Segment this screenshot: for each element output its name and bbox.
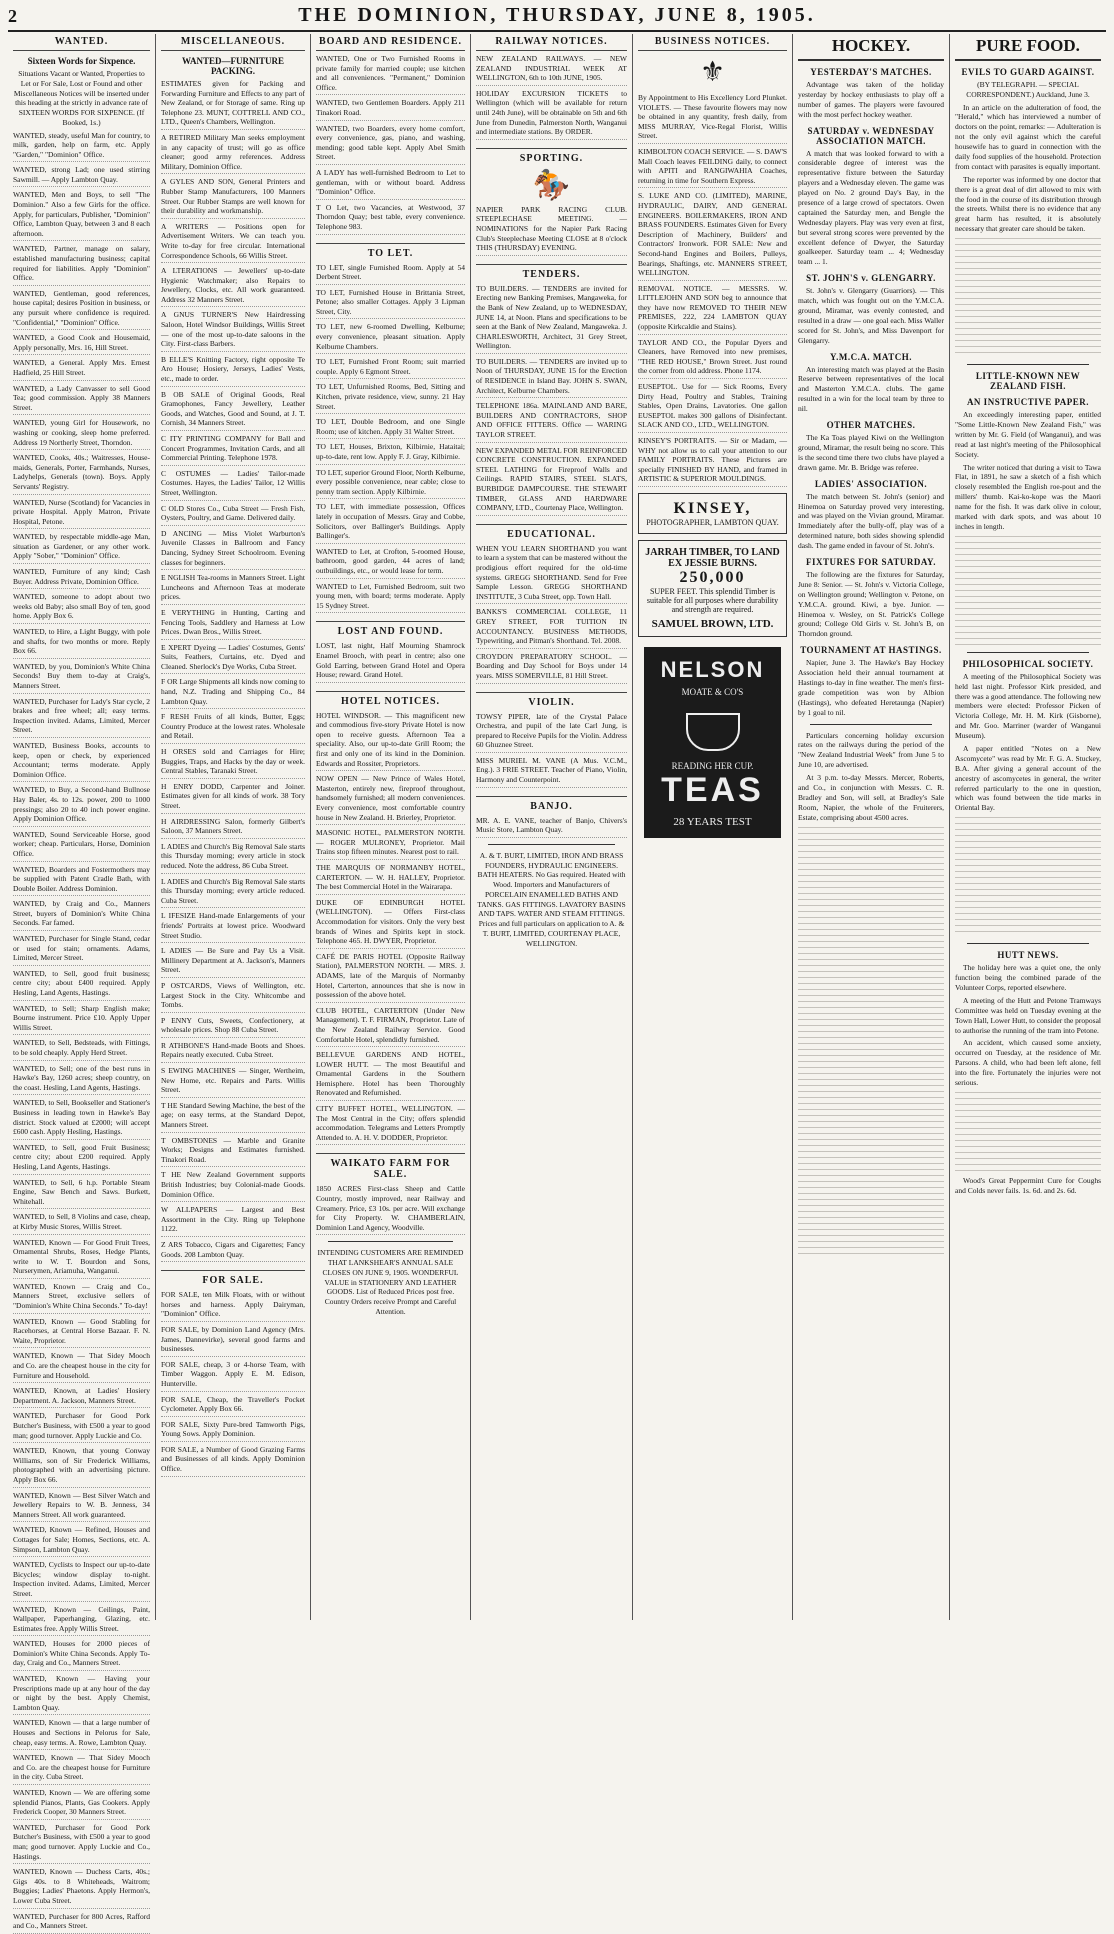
newspaper-title: THE DOMINION, THURSDAY, JUNE 8, 1905.: [298, 4, 816, 26]
classified-ad: WANTED, Known — That Sidey Mooch and Co. are the cheapest house in the city for Furniture and Household.: [13, 1351, 150, 1383]
classified-ad: CLUB HOTEL, CARTERTON (Under New Management). T. F. FIRMAN, Proprietor. Late of the New Zealand Railway Service. Good Comfortable Hotel, splendidly furnished.: [316, 1006, 465, 1047]
classified-ad: L IFESIZE Hand-made Enlargements of your friends' Portraits at lowest price. Woodward Street Studio.: [161, 911, 305, 943]
article-heading: HUTT NEWS.: [997, 950, 1059, 961]
classified-ad: WANTED, to Sell, Bedsteads, with Fittings, to be sold cheaply. Apply Herd Street.: [13, 1038, 150, 1060]
article-subheading: EVILS TO GUARD AGAINST.: [961, 67, 1095, 77]
classified-ad: WANTED, Known — Refined, Houses and Cottages for Sale; Homes, Sections, etc. A. Simpson, Lambton Quay.: [13, 1525, 150, 1557]
classified-ad: WANTED, Known, that young Conway Williams, son of Sir Frederick Williams, photographed with an advertising picture. Apply Box 66.: [13, 1446, 150, 1487]
classified-ad: L ADIES and Church's Big Removal Sale starts this Thursday morning; every article reduced. Cuba Street.: [161, 877, 305, 909]
lankshear-notice: INTENDING CUSTOMERS ARE REMINDED THAT LANKSHEAR'S ANNUAL SALE CLOSES ON JUNE 9, 1905. WONDERFUL VALUE in STATIONERY AND LEATHER GOODS. List of Reduced Prices post free. Country Orders receive Prompt and Careful Attention.: [317, 1248, 464, 1316]
classified-ad: WANTED, two Boarders, every home comfort, every convenience, gas, piano, and washing, mending; good table kept. Apply Abel Smith Street.: [316, 124, 465, 165]
tea-years: 28 YEARS TEST: [673, 815, 752, 828]
classified-ad: WANTED, to Sell, 8 Violins and case, cheap, at Kirby Music Stores, Willis Street.: [13, 1212, 150, 1234]
educational-heading: EDUCATIONAL.: [476, 524, 627, 540]
samuel-brown: SAMUEL BROWN, LTD.: [651, 617, 774, 630]
article-paragraph: An interesting match was played at the Basin Reserve between representatives of the local and Masterton Y.M.C.A. clubs. The game resulted in a win for the local team by three to nil.: [798, 364, 944, 414]
classified-ad: TO LET, new 6-roomed Dwelling, Kelburne; every convenience, pleasant situation. Apply Kelburne Chambers.: [316, 322, 465, 354]
classified-ad: WANTED, Known — Having your Prescriptions made up at any hour of the day or night by the best. Apply Chemist, Lambton Quay.: [13, 1674, 150, 1715]
banjo-heading: BANJO.: [476, 796, 627, 812]
classified-ad: E VERYTHING in Hunting, Carting and Fencing Tools, Saddlery and Harness at Low Prices. Dwan Bros., Willis Street.: [161, 608, 305, 640]
classified-ad: FOR SALE, ten Milk Floats, with or without horses and harness. Apply Dairyman, "Dominion" Office.: [161, 1290, 305, 1322]
classified-ad: W ALLPAPERS — Largest and Best Assortment in the City. Ring up Telephone 1122.: [161, 1205, 305, 1237]
article-paragraph: Advantage was taken of the holiday yesterday by hockey enthusiasts to play off a number of games. The players were favoured with the most perfect hockey weather.: [798, 80, 944, 119]
classified-ad: WANTED, One or Two Furnished Rooms in private family for married couple; use kitchen and all conveniences. "Permanent," Dominion Office.: [316, 54, 465, 95]
article-paragraph: A match that was looked forward to with a considerable degree of interest was the representative fixture between the Saturday players and a Wednesday eleven. The game was played on No. 2 ground Day's Bay, in the presence of a large crowd of spectators. Owen captained the Saturday men, and Bengle the Wednesday players. Play was very even at first, but several strong scores were prevented by the excellent defence of Dwyer, the Saturday goalkeeper. Saturday team ... 4; Wednesday team ... 1.: [798, 148, 944, 267]
kinsey-name: KINSEY,: [673, 499, 752, 517]
classified-ad: B OB SALE of Original Goods, Real Gramophones, Fancy Jewellery, Leather Goods, and Watches, Good and Sound, at J. T. Cornish, 34 Manners Street.: [161, 390, 305, 431]
classified-ad: WANTED, Known — that a large number of Houses and Sections in Pelorus for Sale, cheap, easy terms. A. Rowe, Lambton Quay.: [13, 1718, 150, 1750]
classified-ad: E XPERT Dyeing — Ladies' Costumes, Gents' Suits, Feathers, Curtains, etc. Dyed and Cleaned. Sherlock's Dye Works, Cuba Street.: [161, 643, 305, 675]
railway-ads-list: [476, 54, 627, 140]
tenders-list: [476, 284, 627, 399]
classified-ad: WANTED, by respectable middle-age Man, situation as Gardener, or any other work. Apply "Sober," "Dominion" Office.: [13, 532, 150, 564]
classified-ad: ESTIMATES given for Packing and Forwarding Furniture and Effects to any part of New Zealand, or for Storage of same. Ring up Telephone 23. MUNT, COTTRELL AND CO., LTD., Queen's Chambers, Wellington.: [161, 79, 305, 130]
builders-list: [476, 401, 627, 516]
classified-ad: WANTED, someone to adopt about two weeks old Baby; also small Boy of ten, good home. Apply Box 6.: [13, 592, 150, 624]
article-paragraph: At 3 p.m. to-day Messrs. Mercer, Roberts, and Co., in conjunction with Messrs. C. R. Bradley and Son, will sell, at Bradley's Sale Room, Napier, the whole of the Fruiterers, Estate, comprising about 4500 acres.: [798, 773, 944, 822]
classified-ad: TO BUILDERS. — TENDERS are invited up to Noon of THURSDAY, JUNE 15 for the Erection of RESIDENCE in Island Bay. JOHN S. SWAN, Architect, Kelburne Chambers.: [476, 357, 627, 398]
article-paragraph: The writer noticed that during a visit to Tawa Flat, in 1891, he saw a sketch of a fish which closely resembled the English roe-pout and the millers' thumb. Kai-ko-kope was the Maori name for the fish. It was dark olive in colour, marked with dark spots, and was about 10 inches in length.: [955, 462, 1101, 531]
classified-ad: WANTED, young Girl for Housework, no washing or cooking, sleep home preferred. Address 19 Northerly Street, Thorndon.: [13, 418, 150, 450]
classified-ad: WANTED, Purchaser for Single Stand, cedar or used for stain; ornaments. Adams, Limited, Mercer Street.: [13, 934, 150, 966]
classified-ad: WANTED, Purchaser for Good Pork Butcher's Business, with £500 a year to good man; good turnover. Apply Luckie and Co.: [13, 1411, 150, 1443]
classified-ad: P ENNY Cuts, Sweets, Confectionery, at wholesale prices. Shop 88 Cuba Street.: [161, 1016, 305, 1038]
classified-ad: CAFÉ DE PARIS HOTEL (Opposite Railway Station), PALMERSTON NORTH. — MRS. J. ADAMS, late of the Marquis of Normanby Hotel, Carterton, announces that she is now in possession of the above hotel.: [316, 952, 465, 1003]
column-text-continuation: [798, 1115, 944, 1255]
classified-ad: WANTED, steady, useful Man for country, to milk, garden, help on farm, etc. Apply "Garden," "Dominion" Office.: [13, 131, 150, 163]
classified-ad: WANTED, a Good Cook and Housemaid, Apply personally, Mrs. 16, Hill Street.: [13, 333, 150, 355]
classified-ad: TO LET, superior Ground Floor, North Kelburne, every possible convenience, near cable; close to penny tram section. Apply Kilbirnie.: [316, 468, 465, 500]
classified-ad: MASONIC HOTEL, PALMERSTON NORTH. — ROGER MULRONEY, Proprietor. Mail Trains stop fifteen minutes. Nearest post to rail.: [316, 828, 465, 860]
classified-ad: WANTED, Known — Duchess Carts, 40s.; Gigs 40s. to 8 Whiteheads, Waitrom; Buggies; Ladies' Phaetons. Apply Hermon's, Lower Cuba Street.: [13, 1867, 150, 1908]
classified-ad: WANTED, Cyclists to Inspect our up-to-date Bicycles; window display to-night. Inspection invited. Adams, Limited, Mercer Street.: [13, 1560, 150, 1601]
masthead: [8, 4, 1106, 32]
classified-ad: F OR Large Shipments all kinds now coming to hand, N.Z. Trading and Shipping Co., 84 Lambton Quay.: [161, 677, 305, 709]
classified-ad: NOW OPEN — New Prince of Wales Hotel, Masterton, entirely new, fireproof throughout, handsomely furnished; all modern conveniences. Every convenience, most comfortable country house in New Zealand. H. Brierley, Proprietor.: [316, 774, 465, 825]
classified-ad: NAPIER PARK RACING CLUB. STEEPLECHASE MEETING. — NOMINATIONS for the Napier Park Racing Club's Steeplechase Meeting CLOSE at 8 o'clock THIS (THURSDAY) EVENING.: [476, 205, 627, 256]
hotel-notices-heading: HOTEL NOTICES.: [316, 691, 465, 707]
classified-ad: T HE Standard Sewing Machine, the best of the age; on easy terms, at the Standard Depot, Manners Street.: [161, 1101, 305, 1133]
railway-heading: RAILWAY NOTICES.: [476, 34, 627, 51]
classified-ad: By Appointment to His Excellency Lord Plunket. VIOLETS. — These favourite flowers may now be obtained in any quantity, fresh daily, from MISS MURRAY, Vice-Regal Florist, Willis Street.: [638, 93, 787, 144]
classified-ad: WANTED to Let, at Crofton, 5-roomed House, bathroom, good garden, 44 acres of land; outbuildings, etc., or would lease for term.: [316, 547, 465, 579]
classified-ad: TO LET, single Furnished Room. Apply at 54 Derbent Street.: [316, 263, 465, 285]
article-paragraph: Napier, June 3. The Hawke's Bay Hockey Association held their annual tournament at Hastings to-day in fine weather. The men's first-grade competition was won by Albion (Hastings), who defeated Heretaunga (Napier) by 1 goal to nil.: [798, 658, 944, 717]
classified-ad: TO LET, Furnished House in Brittania Street, Petone; also smaller Cottages. Apply 3 Lipman Street, City.: [316, 288, 465, 320]
classified-ad: TAYLOR AND CO., the Popular Dyers and Cleaners, have Removed into new premises, "THE RED HOUSE," Brown Street. Just round the corner from old address. Phone 1174.: [638, 338, 787, 379]
classified-ad: WANTED, Known — Craig and Co., Manners Street, exclusive sellers of "Dominion's White China Seconds." To-day!: [13, 1282, 150, 1314]
column-pure-food: [950, 34, 1106, 1620]
misc-ads-list: [161, 79, 305, 1262]
classified-ad: WANTED, Purchaser for Lady's Star cycle, 2 brakes and free wheel; all; easy terms. Inspection invited. Adams, Limited, Mercer Street.: [13, 697, 150, 738]
to-let-heading: TO LET.: [316, 243, 465, 259]
classified-ad: WANTED, by Craig and Co., Manners Street, buyers of Dominion's White China Seconds. Far famed.: [13, 899, 150, 931]
article-paragraph: Wood's Great Peppermint Cure for Coughs and Colds never fails. 1s. 6d. and 2s. 6d.: [955, 1175, 1101, 1195]
classified-ad: FOR SALE, Sixty Pure-bred Tamworth Pigs, Young Sows. Apply Dominion.: [161, 1420, 305, 1442]
divider: [967, 364, 1089, 365]
misc-heading: MISCELLANEOUS.: [161, 34, 305, 51]
classified-ad: WANTED, to Sell; Sharp English make; Bourne instrument. Price £10. Apply Upper Willis Street.: [13, 1004, 150, 1036]
classified-ad: FOR SALE, a Number of Good Grazing Farms and Businesses of all kinds. Apply Dominion Office.: [161, 1445, 305, 1477]
article-paragraph: A paper entitled "Notes on a New Ascomycete" was read by Mr. F. G. A. Stuckey, B.A. After giving a general account of the ancestry of ascomycetes in general, the writer referred particularly to the one in question, which was found between the tide marks in Oriental Bay.: [955, 744, 1101, 813]
classified-ad: MISS MURIEL M. VANE (A Mus. V.C.M., Eng.). 3 FRIE STREET. Teacher of Piano, Violin, Harmony and Counterpoint.: [476, 756, 627, 788]
classified-ad: H ENRY DODD, Carpenter and Joiner. Estimates given for all kinds of work. 38 Tory Street.: [161, 782, 305, 814]
article-paragraph: The reporter was informed by one doctor that there is a great deal of dirt allowed to mix with the food in the course of its distribution through the streets. Whilst there is no evidence that any great harm has resulted, it is absolutely necessary that greater care should be taken.: [955, 174, 1101, 234]
article-subheading: OTHER MATCHES.: [826, 420, 916, 431]
classified-ad: TO BUILDERS. — TENDERS are invited for Erecting new Banking Premises, Mangaweka, for the Bank of New Zealand, up to WEDNESDAY, JUNE 14, at Noon. Plans and specifications to be seen at the Bank of New Zealand, Mangaweka. J. CHARLESWORTH, Architect, 31 Grey Street, Wellington.: [476, 284, 627, 354]
classified-ad: T O Let, two Vacancies, at Westwood, 37 Thorndon Quay; best table, every convenience. Telephone 983.: [316, 203, 465, 235]
article-subheading: ST. JOHN'S v. GLENGARRY.: [806, 273, 936, 284]
business-heading: BUSINESS NOTICES.: [638, 34, 787, 51]
jarrah-heading: JARRAH TIMBER, TO LAND EX JESSIE BURNS.: [645, 546, 780, 569]
classified-ad: NEW EXPANDED METAL FOR REINFORCED CONCRETE CONSTRUCTION. EXPANDED STEEL LATHING for Fireproof Walls and Ceilings. RAPID STAIRS, STEEL SLATS, BURBIDGE DAMPCOURSE. THE STEWART TIMBER, GLASS AND HARDWARE COMPANY, LTD., Courtenay Place, Wellington.: [476, 446, 627, 516]
column-text-continuation: [798, 827, 944, 967]
classified-ad: WANTED, to Sell, 6 h.p. Portable Steam Engine, Saw Bench and Saws. Burkett, Whitehall.: [13, 1178, 150, 1210]
classified-ad: FOR SALE, cheap, 3 or 4-horse Team, with Timber Waggon. Apply E. M. Edison, Hunterville.: [161, 1360, 305, 1392]
classified-ad: TO LET, with immediate possession, Offices lately in occupation of Messrs. Gray and Cobbe, Solicitors, over Ballinger's Buildings. Apply Ballinger's.: [316, 502, 465, 543]
classified-ad: BANKS'S COMMERCIAL COLLEGE, 11 GREY STREET, FOR TUITION IN ACCOUNTANCY. BUSINESS METHODS, Typewriting, and Pitman's Shorthand. Tel. 2008.: [476, 607, 627, 648]
classified-ad: WANTED, to Sell, good Fruit Business; centre city; about £200 required. Apply Hesling, Land Agents, Hastings.: [13, 1143, 150, 1175]
board-ads-list: [316, 54, 465, 235]
hotel-notices-list: [316, 711, 465, 1146]
column-board-residence: [311, 34, 471, 1620]
column-text-continuation: [955, 238, 1101, 358]
classified-ad: LOST, last night, Half Mourning Shamrock Enamel Brooch, with pearl in centre; also one Gold Earring, between Grand Hotel and Opera House; reward. Grand Hotel.: [316, 641, 465, 682]
classified-ad: H AIRDRESSING Salon, formerly Gilbert's Saloon, 37 Manners Street.: [161, 817, 305, 839]
business-ads-list: [638, 93, 787, 487]
classified-ad: KIMBOLTON COACH SERVICE. — S. DAW'S Mall Coach leaves FEILDING daily, to connect with APITI and RANGIWAHIA Coaches, returning in time for Southern Express.: [638, 147, 787, 188]
classified-ad: C OSTUMES — Ladies' Tailor-made Costumes. Hayes, the Ladies' Tailor, 12 Willis Street, Wellington.: [161, 469, 305, 501]
classified-ad: TELEPHONE 186a. MAINLAND AND BARE, BUILDERS AND CONTRACTORS, SHOP AND OFFICE FITTERS. Office — WARING TAYLOR STREET.: [476, 401, 627, 442]
nelson-tea-advertisement: [644, 647, 781, 838]
classified-ad: KINSEY'S PORTRAITS. — Sir or Madam, — WHY not allow us to call your attention to our FAMILY PORTRAITS. These Pictures are specially FINISHED BY HAND, and framed in ARTISTIC & SUPERIOR MOULDINGS.: [638, 436, 787, 487]
column-text-continuation: [955, 536, 1101, 646]
article-paragraph: A meeting of the Hutt and Petone Tramways Committee was held on Tuesday evening at the Town Hall, Lower Hutt, to consider the proposal to authorise the running of the tram into Petone.: [955, 995, 1101, 1035]
classified-ad: WANTED, two Gentlemen Boarders. Apply 211 Tinakori Road.: [316, 98, 465, 120]
classified-ad: WANTED, Known — Good Stabling for Racehorses, at Central Horse Bazaar. F. N. Waite, Proprietor.: [13, 1317, 150, 1349]
hockey-heading: HOCKEY.: [798, 34, 944, 61]
classified-ad: HOLIDAY EXCURSION TICKETS to Wellington (which will be available for return until 24th June), will be obtainable on 5th and 6th June from Dunedin, Palmerston North, Wanganui and intermediate stations. By ORDER.: [476, 89, 627, 140]
classified-ad: Z ARS Tobacco, Cigars and Cigarettes; Fancy Goods. 208 Lambton Quay.: [161, 1240, 305, 1262]
classified-ad: S EWING MACHINES — Singer, Wertheim, New Home, etc. Repairs and Parts. Willis Street.: [161, 1066, 305, 1098]
classified-ad: WANTED, a General. Apply Mrs. Ernest Hadfield, 25 Hill Street.: [13, 358, 150, 380]
classified-ad: EUSEPTOL. Use for — Sick Rooms, Every Dirty Head, Poultry and Stables, Training Stables, Open Drains, Lavatories. One gallon EUSEPTOL makes 300 gallons of Disinfectant. SLACK AND CO., LTD., WELLINGTON.: [638, 382, 787, 433]
teacup-icon: [686, 713, 740, 751]
classified-ad: HOTEL WINDSOR. — This magnificent new and commodious five-story Private Hotel is now open to receive guests. Afternoon Tea a speciality. Also, our up-to-date Grill Room; the first and only one of its kind in the Dominion. Edwards and Rossiter, Proprietors.: [316, 711, 465, 772]
educational-list: [476, 544, 627, 684]
kinsey-advertisement: [638, 493, 787, 534]
farm-heading: WAIKATO FARM FOR SALE.: [316, 1153, 465, 1180]
article-subheading: FIXTURES FOR SATURDAY.: [806, 556, 936, 567]
classified-ad: H ORSES sold and Carriages for Hire; Buggies, Traps, and Hacks by the day or week. Central Stables, Taranaki Street.: [161, 747, 305, 779]
classified-ad: WANTED, Houses for 2000 pieces of Dominion's White China Seconds. Apply To-day, Craig and Co., Manners Street.: [13, 1639, 150, 1671]
article-subheading: Y.M.C.A. MATCH.: [830, 351, 912, 362]
classified-ad: L ADIES and Church's Big Removal Sale starts this Thursday morning; every article in stock reduced. Note the address, 86 Cuba Street.: [161, 842, 305, 874]
classified-ad: B ELLE'S Knitting Factory, right opposite Te Aro House; Hosiery, Jerseys, Ladies' Vests, etc., made to order.: [161, 355, 305, 387]
misc-subheading: WANTED—FURNITURE PACKING.: [181, 56, 284, 76]
classified-ad: CITY BUFFET HOTEL, WELLINGTON. — The Most Central in the City; offers splendid accommodation. Telegrams and Letters Promptly Attended to. A. H. V. DODDER, Proprietor.: [316, 1104, 465, 1145]
classified-ad: S. LUKE AND CO. (LIMITED), MARINE, HYDRAULIC, DAIRY, AND GENERAL ENGINEERS. BOILERMAKERS, IRON AND BRASS FOUNDERS. Estimates Given for Every Description of Machinery, Builders' and Contractors' Ironwork. FOR SALE: New and Second-hand Engines and Boilers, Pulleys, Bearings, Shaftings, etc. MANNERS STREET, WELLINGTON.: [638, 191, 787, 280]
divider: [967, 652, 1089, 653]
article-paragraph: A meeting of the Philosophical Society was held last night. Professor Kirk presided, and there was a good attendance. The following new members were elected: Professor Picken of Victoria College, Mr. H. M. Kirk (Gisborne), and Mr. Goo. Marriner (warder of Wanganui Museum).: [955, 671, 1101, 741]
jarrah-advertisement: [638, 540, 787, 637]
classified-ad: A RETIRED Military Man seeks employment in any capacity of trust; will go as office cleaner; good army references. Address Military, Dominion Office.: [161, 133, 305, 174]
classified-ad: FOR SALE, by Dominion Land Agency (Mrs. James, Dannevirke), several good farms and businesses.: [161, 1325, 305, 1357]
classified-ad: A LADY has well-furnished Bedroom to Let to gentleman, with or without board. Address "Dominion" Office.: [316, 168, 465, 200]
wanted-ads-list: [13, 131, 150, 1934]
columns: [8, 34, 1106, 1931]
classified-ad: WANTED, Purchaser for 800 Acres, Rafford and Co., Manners Street.: [13, 1912, 150, 1934]
lost-found-list: [316, 641, 465, 682]
wanted-heading: WANTED.: [13, 34, 150, 51]
jarrah-text: SUPER FEET. This splendid Timber is suitable for all purposes where durability and strength are required.: [646, 586, 779, 614]
classified-ad: REMOVAL NOTICE. — MESSRS. W. LITTLEJOHN AND SON beg to announce that they have now REMOVED TO THEIR NEW PREMISES, 222, 224 LAMBTON QUAY (opposite Kirkcaldie and Stains).: [638, 284, 787, 335]
classified-ad: T HE New Zealand Government supports British Industries; buy Colonial-made Goods. Dominion Office.: [161, 1170, 305, 1202]
classified-ad: NEW ZEALAND RAILWAYS. — NEW ZEALAND INDUSTRIAL WEEK AT WELLINGTON, 6th to 10th JUNE, 1905.: [476, 54, 627, 86]
classified-ad: MR. A. E. VANE, teacher of Banjo, Chivers's Music Store, Lambton Quay.: [476, 816, 627, 838]
column-railway: [471, 34, 633, 1620]
classified-ad: C ITY PRINTING COMPANY for Ball and Concert Programmes, Invitation Cards, and all Commercial Printing. Telephone 1978.: [161, 434, 305, 466]
classified-ad: WANTED, Known — We are offering some splendid Pianos, Plants, Gas Cookers. Apply Frederick Cooper, 30 Manners Street.: [13, 1788, 150, 1820]
classified-ad: R ATHBONE'S Hand-made Boots and Shoes. Repairs neatly executed. Cuba Street.: [161, 1041, 305, 1063]
burt-advertisement: A. & T. BURT, LIMITED, IRON AND BRASS FOUNDERS, HYDRAULIC ENGINEERS. BATH HEATERS. No Gas required. Heated with Wood. Importers and Manufacturers of PORCELAIN ENAMELLED BATHS AND TANKS. GAS FITTINGS. LAVATORY BASINS AND TAPS. WATER AND STEAM FITTINGS. Prices and full particulars on application to A. & T. BURT, LIMITED, COURTENAY PLACE, WELLINGTON.: [477, 850, 626, 948]
classified-ad: L ADIES — Be Sure and Pay Us a Visit. Millinery Department at A. Jackson's, Manners Street.: [161, 946, 305, 978]
classified-ad: WANTED, to Buy, a Second-hand Bullnose Hay Baler, 4s. to 12s. power, 200 to 1000 pressings; also 20 to 40 inch power engine. Apply Dominion Office.: [13, 785, 150, 826]
classified-ad: WANTED to Let, Furnished Bedroom, suit two young men, with board; terms moderate. Apply 15 Sydney Street.: [316, 582, 465, 614]
classified-ad: WANTED, strong Lad; one used stirring Sawmill. — Apply Lambton Quay.: [13, 165, 150, 187]
tea-brand: NELSON: [660, 656, 765, 682]
wanted-note: Situations Vacant or Wanted, Properties to Let or For Sale, Lost or Found and other Miscellaneous Notices will be inserted under this heading at the strictly in advance rate of SIXTEEN WORDS FOR SIXPENCE. (If Booked, 1s.): [13, 69, 150, 127]
divider: [810, 724, 932, 725]
classified-ad: A GNUS TURNER'S New Hairdressing Saloon, Hotel Windsor Buildings, Willis Street — one of the most up-to-date saloons in the City. First-class Barbers.: [161, 310, 305, 351]
classified-ad: A GYLES AND SON, General Printers and Rubber Stamp Manufacturers, 100 Manners Street. Our Rubber Stamps are well known for their durability and workmanship.: [161, 177, 305, 218]
royal-crest-icon: ⚜: [699, 57, 726, 88]
classified-ad: F RESH Fruits of all kinds, Butter, Eggs; Country Produce at the lowest rates. Wholesale and Retail.: [161, 712, 305, 744]
article-paragraph: The Ka Toas played Kiwi on the Wellington ground, Miramar, the result being no score. This is the second time there two clubs have played a drawn game. Mr. B. Bridge was referee.: [798, 433, 944, 472]
article-byline: (BY TELEGRAPH. — SPECIAL CORRESPONDENT.) Auckland, June 3.: [966, 80, 1090, 99]
tenders-heading: TENDERS.: [476, 264, 627, 280]
lost-found-heading: LOST AND FOUND.: [316, 621, 465, 637]
article-paragraph: The match between St. John's (senior) and Hinemoa on Saturday proved very interesting, and was played on the Vivian ground, Miramar. Immediately after the bully-off, play was of a determined nature, both sides showing splendid dash. The game ended in favour of St. John's.: [798, 491, 944, 551]
classified-ad: CROYDON PREPARATORY SCHOOL. — Boarding and Day School for Boys under 14 years. MISS SOMERVILLE, 81 Hill Street.: [476, 652, 627, 684]
classified-ad: WANTED, Furniture of any kind; Cash Buyer. Address Private, Dominion Office.: [13, 567, 150, 589]
divider: [967, 943, 1089, 944]
tea-tagline: MOATE & CO'S: [681, 686, 744, 697]
classified-ad: WANTED, a Lady Canvasser to sell Good Tea; good commission. Apply 38 Manners Street.: [13, 384, 150, 416]
classified-ad: WANTED, to Sell; one of the best runs in Hawke's Bay, 1260 acres; sheep country, on the coast. Hesling, Land Agents, Hastings.: [13, 1064, 150, 1096]
classified-ad: WANTED, to Sell, good fruit business; centre city; about £400 required. Apply Hesling, Land Agents, Hastings.: [13, 969, 150, 1001]
column-miscellaneous: [156, 34, 311, 1620]
classified-ad: FOR SALE, Cheap, the Traveller's Pocket Cyclometer. Apply Box 66.: [161, 1395, 305, 1417]
article-paragraph: An exceedingly interesting paper, entitled "Some Little-Known New Zealand Fish," was written by Mr. G. Field (of Wanganui), and was read at last night's meeting of the Philosophical Society.: [955, 410, 1101, 459]
article-paragraph: St. John's v. Glengarry (Guarriors). — This match, which was fought out on the Y.M.C.A. ground, Miramar, was evenly contested, and resulted in a draw — one goal each. Miss Waller scored for St. John's, and Miss Davenport for Glengarry.: [798, 286, 944, 345]
classified-ad: THE MARQUIS OF NORMANBY HOTEL, CARTERTON. — W. H. HALLEY, Proprietor. The best Commercial Hotel in the Wairarapa.: [316, 863, 465, 895]
classified-ad: TO LET, Furnished Front Room; suit married couple. Apply 6 Egmont Street.: [316, 357, 465, 379]
classified-ad: WANTED, Business Books, accounts to keep, open or check, by experienced Accountant; terms moderate. Apply Dominion Office.: [13, 741, 150, 782]
classified-ad: T OMBSTONES — Marble and Granite Works; Designs and Estimates furnished. Tinakori Road.: [161, 1136, 305, 1168]
classified-ad: WANTED, Gentleman, good references, house capital; desires Position in business, or any pursuit where confidence is required. "Confidential," "Dominion" Office.: [13, 289, 150, 330]
article-subheading: TOURNAMENT AT HASTINGS.: [800, 645, 942, 656]
farm-list: [316, 1184, 465, 1235]
article-paragraph: Particulars concerning holiday excursion rates on the railways during the period of the "New Zealand Industrial Week" from June 5 to June 10, are advertised.: [798, 730, 944, 770]
classified-ad: WANTED, Cooks, 40s.; Waitresses, House-maids, Generals, Porter, Farmhands, Nurses, Ladyhelps, Generals (town). Boys. Apply Servants' Registry.: [13, 453, 150, 494]
divider: [488, 844, 615, 845]
column-text-continuation: [798, 971, 944, 1111]
classified-ad: WANTED, Boarders and Fostermothers may be supplied with Patent Cradle Bath, with Double Boiler. Address Dominion.: [13, 865, 150, 897]
violin-list: [476, 712, 627, 788]
wanted-subheading: Sixteen Words for Sixpence.: [27, 56, 136, 66]
article-subheading: SATURDAY v. WEDNESDAY ASSOCIATION MATCH.: [807, 125, 935, 146]
kinsey-subtitle: PHOTOGRAPHER, LAMBTON QUAY.: [646, 517, 779, 527]
classified-ad: WANTED, Known, at Ladies' Hosiery Department. A. Jackson, Manners Street.: [13, 1386, 150, 1408]
classified-ad: BELLEVUE GARDENS AND HOTEL, LOWER HUTT. — The most Beautiful and Ornamental Gardens in the Southern Hemisphere. Hotel has been Thoroughly Renovated and Refurnished.: [316, 1050, 465, 1101]
for-sale-heading: FOR SALE.: [161, 1270, 305, 1286]
article-paragraph: In an article on the adulteration of food, the "Herald," which has interviewed a number of doctors on the point, remarks: — Adulteration is not the only evil against which the careful housewife has to guard in connection with the daily food supplies of the household. Protection from contact with parasites is equally important.: [955, 102, 1101, 171]
classified-ad: WANTED, Partner, manage on salary, established manufacturing business; capital required for liabilities. Apply "Dominion" Office.: [13, 244, 150, 285]
article-subheading: AN INSTRUCTIVE PAPER.: [966, 397, 1090, 408]
pure-food-heading: PURE FOOD.: [955, 34, 1101, 61]
article-subheading: LADIES' ASSOCIATION.: [814, 478, 928, 489]
classified-ad: WANTED, Known — For Good Fruit Trees, Ornamental Shrubs, Roses, Hedge Plants, write to W. T. Bourdon and Sons, Nurserymen, Ariamuha, Wanganui.: [13, 1238, 150, 1279]
article-subheading: YESTERDAY'S MATCHES.: [810, 67, 932, 77]
classified-ad: WANTED, Known — That Sidey Mooch and Co. are the cheapest house for Furniture in the city. Cuba Street.: [13, 1753, 150, 1785]
classified-ad: TO LET, Unfurnished Rooms, Bed, Sitting and Kitchen, private residence, view, sunny. 21 Hay Street.: [316, 382, 465, 414]
classified-ad: WANTED, Known — Ceilings, Paint, Wallpaper, Paperhanging, Glazing, etc. Estimates free. Apply Willis Street.: [13, 1605, 150, 1637]
classified-ad: TOWSY PIPER, late of the Crystal Palace Orchestra, and pupil of the late Carl Jung, is prepared to Receive Pupils for the Violin. Address 60 Ghuznee Street.: [476, 712, 627, 753]
classified-ad: 1850 ACRES First-class Sheep and Cattle Country, mostly improved, near Railway and Creamery. Price, £3 10s. per acre. Will exchange for City Property. W. CHAMBERLAIN, Dominion Land Agency, Woodville.: [316, 1184, 465, 1235]
classified-ad: WANTED, Nurse (Scotland) for Vacancies in private Hospital. Apply Matron, Private Hospital, Petone.: [13, 498, 150, 530]
classified-ad: TO LET, Houses, Brixton, Kilbirnie, Hataitai; up-to-date, rent low. Apply F. J. Gray, Kilbirnie.: [316, 442, 465, 464]
classified-ad: WANTED, Sound Serviceable Horse, good worker; cheap. Particulars, Horse, Dominion Office.: [13, 830, 150, 862]
article-heading: PHILOSOPHICAL SOCIETY.: [962, 658, 1094, 669]
article-paragraph: An accident, which caused some anxiety, occurred on Tuesday, at the residence of Mr. Parsons. A child, who had been left alone, fell into the fire. Fortunately the injuries were not serious.: [955, 1038, 1101, 1088]
page-number: 2: [8, 6, 17, 26]
banjo-list: [476, 816, 627, 838]
column-hockey: [793, 34, 950, 1620]
board-heading: BOARD AND RESIDENCE.: [316, 34, 465, 51]
jarrah-amount: 250,000: [679, 568, 746, 586]
classified-ad: P OSTCARDS, Views of Wellington, etc. Largest Stock in the City. Whitcombe and Tombs.: [161, 981, 305, 1013]
classified-ad: A WRITERS — Positions open for Advertisement Writers. We can teach you. Write to-day for free circular. International Correspondence Schools, 66 Willis Street.: [161, 222, 305, 263]
column-text-continuation: [955, 1092, 1101, 1172]
classified-ad: WANTED, to Sell, Bookseller and Stationer's Business in leading town in Hawke's Bay district. Stock valued at £2000; will accept £600 cash. Apply Hesling, Hastings.: [13, 1098, 150, 1139]
column-wanted: [8, 34, 156, 1931]
violin-heading: VIOLIN.: [476, 692, 627, 708]
classified-ad: WANTED, Known — Best Silver Watch and Jewellery Repairs to W. B. Jenness, 34 Manners Street. All work guaranteed.: [13, 1491, 150, 1523]
classified-ad: WANTED, Men and Boys, to sell "The Dominion." Also a few Girls for the office. Apply, for particulars, Publisher, "Dominion" Office, Lambton Quay, between 3 and 8 each afternoon.: [13, 190, 150, 241]
column-text-continuation: [955, 817, 1101, 937]
tea-cup-text: READING HER CUP.: [671, 760, 754, 771]
tea-word: TEAS: [661, 770, 764, 809]
classified-ad: E NGLISH Tea-rooms in Manners Street. Light Luncheons and Afternoon Teas at moderate prices.: [161, 573, 305, 605]
classified-ad: DUKE OF EDINBURGH HOTEL (WELLINGTON). — Offers First-class Accommodation for visitors. Only the very best brands of Wines and Spirits kept in stock. Telephone 465. H. DWYER, Proprietor.: [316, 898, 465, 949]
divider: [328, 1241, 453, 1242]
for-sale-list: [161, 1290, 305, 1477]
classified-ad: WHEN YOU LEARN SHORTHAND you want to learn a system that can be mastered without the prodigious effort required for the old-time systems. GREGG SHORTHAND. Send for Free Sample Lesson. GREGG SHORTHAND INSTITUTE, 3 Cuba Street, opp. Town Hall.: [476, 544, 627, 605]
sporting-heading: SPORTING.: [476, 148, 627, 164]
classified-ad: C OLD Stores Co., Cuba Street — Fresh Fish, Oysters, Poultry, and Game. Delivered daily.: [161, 504, 305, 526]
article-paragraph: The following are the fixtures for Saturday, June 8: Senior. — St. John's v. Victoria College, on Wellington ground; Wellington v. Petone, on Y.M.C.A. ground. Kiwi, a bye. Junior. — Hinemoa v. Wesley, on St. Patrick's College ground; College Old Girls v. St. John's B, on Thorndon ground.: [798, 569, 944, 639]
article-heading: LITTLE-KNOWN NEW ZEALAND FISH.: [975, 371, 1081, 392]
classified-ad: D ANCING — Miss Violet Warburton's Juvenile Classes in Ballroom and Fancy Dancing, Sydney Street Schoolroom. Evening classes for beginners.: [161, 529, 305, 570]
racehorse-illustration: 🏇: [532, 168, 571, 202]
column-business: [633, 34, 793, 1620]
classified-ad: WANTED, to Hire, a Light Buggy, with pole and shafts, for two months or more. Reply Box 66.: [13, 627, 150, 659]
classified-ad: A LTERATIONS — Jewellers' up-to-date Hygienic Watchmaker; also Repairs to Jewellery, Clocks, etc. All work guaranteed. Address 32 Manners Street.: [161, 266, 305, 307]
classified-ad: WANTED, by you, Dominion's White China Seconds! Buy them to-day at Craig's, Manners Street.: [13, 662, 150, 694]
classified-ad: TO LET, Double Bedroom, and one Single Room; use of kitchen. Apply 31 Walter Street.: [316, 417, 465, 439]
to-let-list: [316, 263, 465, 614]
sporting-list: [476, 205, 627, 256]
article-paragraph: The holiday here was a quiet one, the only function being the combined parade of the Volunteer Corps, reported elsewhere.: [955, 963, 1101, 993]
classified-ad: WANTED, Purchaser for Good Pork Butcher's Business, with £500 a year to good man; good turnover. Apply Luckie and Co., Hastings.: [13, 1823, 150, 1864]
